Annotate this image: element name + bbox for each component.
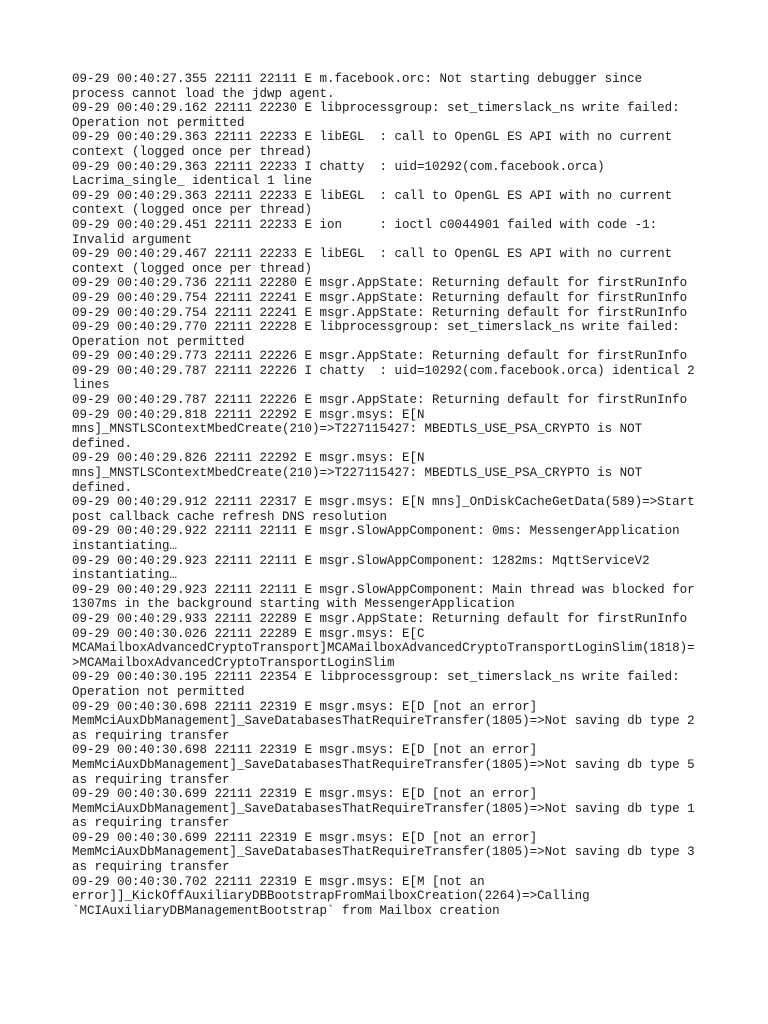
log-line: Lacrima_single_ identical 1 line xyxy=(72,174,313,189)
log-line: context (logged once per thread) xyxy=(72,203,313,218)
log-line: instantiating… xyxy=(72,539,178,553)
log-line: as requiring transfer xyxy=(72,728,230,743)
log-line: 09-29 00:40:30.698 22111 22319 E msgr.msys: E[D [not an error] xyxy=(72,699,538,714)
log-line: 09-29 00:40:29.736 22111 22280 E msgr.AppState: Returning default for firstRunInfo xyxy=(72,276,688,291)
log-line: 09-29 00:40:29.922 22111 22111 E msgr.SlowAppComponent: 0ms: MessengerApplication xyxy=(72,524,680,539)
log-line: 09-29 00:40:29.923 22111 22111 E msgr.SlowAppComponent: 1282ms: MqttServiceV2 xyxy=(72,553,650,568)
log-line: as requiring transfer xyxy=(72,772,230,787)
log-line: 09-29 00:40:29.787 22111 22226 I chatty : uid=10292(com.facebook.orca) identical 2 xyxy=(72,363,695,378)
log-line: 09-29 00:40:29.363 22111 22233 I chatty : uid=10292(com.facebook.orca) xyxy=(72,159,605,174)
log-line: post callback cache refresh DNS resolution xyxy=(72,509,388,524)
log-line: as requiring transfer xyxy=(72,816,230,831)
log-line: defined. xyxy=(72,436,133,451)
log-line: 09-29 00:40:29.787 22111 22226 E msgr.AppState: Returning default for firstRunInfo xyxy=(72,393,688,408)
log-line: 09-29 00:40:29.363 22111 22233 E libEGL : call to OpenGL ES API with no current xyxy=(72,130,673,145)
log-line: 09-29 00:40:29.773 22111 22226 E msgr.AppState: Returning default for firstRunInfo xyxy=(72,349,688,364)
log-line: Operation not permitted xyxy=(72,684,245,699)
log-line: MemMciAuxDbManagement]_SaveDatabasesThatRequireTransfer(1805)=>Not saving db type 1 xyxy=(72,801,695,816)
log-line: instantiating… xyxy=(72,568,178,583)
log-line: 09-29 00:40:27.355 22111 22111 E m.facebook.orc: Not starting debugger since xyxy=(72,72,643,86)
log-line: 09-29 00:40:29.770 22111 22228 E libprocessgroup: set_timerslack_ns write failed: xyxy=(72,320,680,335)
log-line: 09-29 00:40:29.923 22111 22111 E msgr.SlowAppComponent: Main thread was blocked for xyxy=(72,582,695,597)
log-line: 09-29 00:40:30.702 22111 22319 E msgr.msys: E[M [not an xyxy=(72,874,485,889)
log-line: 09-29 00:40:29.451 22111 22233 E ion : ioctl c0044901 failed with code -1: xyxy=(72,217,658,232)
log-line: mns]_MNSTLSContextMbedCreate(210)=>T227115427: MBEDTLS_USE_PSA_CRYPTO is NOT xyxy=(72,466,643,481)
log-line: 09-29 00:40:29.818 22111 22292 E msgr.msys: E[N xyxy=(72,407,425,422)
log-line: 09-29 00:40:29.754 22111 22241 E msgr.AppState: Returning default for firstRunInfo xyxy=(72,290,688,305)
log-line: `MCIAuxiliaryDBManagementBootstrap` from Mailbox creation xyxy=(72,903,500,918)
log-line: 09-29 00:40:30.699 22111 22319 E msgr.msys: E[D [not an error] xyxy=(72,830,538,845)
log-line: 1307ms in the background starting with MessengerApplication xyxy=(72,597,515,612)
log-line: 09-29 00:40:30.698 22111 22319 E msgr.msys: E[D [not an error] xyxy=(72,743,538,758)
log-line: mns]_MNSTLSContextMbedCreate(210)=>T227115427: MBEDTLS_USE_PSA_CRYPTO is NOT xyxy=(72,422,643,437)
log-line: 09-29 00:40:29.162 22111 22230 E libprocessgroup: set_timerslack_ns write failed: xyxy=(72,101,680,116)
log-line: MemMciAuxDbManagement]_SaveDatabasesThatRequireTransfer(1805)=>Not saving db type 3 xyxy=(72,845,695,860)
log-line: MemMciAuxDbManagement]_SaveDatabasesThatRequireTransfer(1805)=>Not saving db type 5 xyxy=(72,757,695,772)
log-line: context (logged once per thread) xyxy=(72,261,313,276)
log-document xyxy=(72,72,702,918)
log-line: Invalid argument xyxy=(72,232,193,247)
log-line: 09-29 00:40:29.754 22111 22241 E msgr.AppState: Returning default for firstRunInfo xyxy=(72,305,688,320)
log-line: MemMciAuxDbManagement]_SaveDatabasesThatRequireTransfer(1805)=>Not saving db type 2 xyxy=(72,714,695,729)
log-line: Operation not permitted xyxy=(72,334,245,349)
log-line: defined. xyxy=(72,480,133,495)
log-line: error]]_KickOffAuxiliaryDBBootstrapFromMailboxCreation(2264)=>Calling xyxy=(72,889,590,904)
log-line: 09-29 00:40:29.933 22111 22289 E msgr.AppState: Returning default for firstRunInfo xyxy=(72,611,688,626)
log-line: 09-29 00:40:29.826 22111 22292 E msgr.msys: E[N xyxy=(72,451,425,466)
log-line: lines xyxy=(72,378,110,393)
log-line: 09-29 00:40:30.195 22111 22354 E libprocessgroup: set_timerslack_ns write failed: xyxy=(72,670,680,685)
log-line: 09-29 00:40:29.467 22111 22233 E libEGL : call to OpenGL ES API with no current xyxy=(72,247,673,262)
log-line: >MCAMailboxAdvancedCryptoTransportLoginSlim xyxy=(72,655,395,670)
log-line: as requiring transfer xyxy=(72,860,230,875)
log-line: 09-29 00:40:30.699 22111 22319 E msgr.msys: E[D [not an error] xyxy=(72,787,538,802)
log-line: 09-29 00:40:29.363 22111 22233 E libEGL : call to OpenGL ES API with no current xyxy=(72,188,673,203)
log-line: MCAMailboxAdvancedCryptoTransport]MCAMailboxAdvancedCryptoTransportLoginSlim(1818)= xyxy=(72,641,695,656)
log-line: context (logged once per thread) xyxy=(72,144,313,159)
log-line: process cannot load the jdwp agent. xyxy=(72,86,335,101)
log-line: Operation not permitted xyxy=(72,115,245,130)
log-line: 09-29 00:40:30.026 22111 22289 E msgr.msys: E[C xyxy=(72,626,425,641)
log-line: 09-29 00:40:29.912 22111 22317 E msgr.msys: E[N mns]_OnDiskCacheGetData(589)=>Start xyxy=(72,495,695,510)
